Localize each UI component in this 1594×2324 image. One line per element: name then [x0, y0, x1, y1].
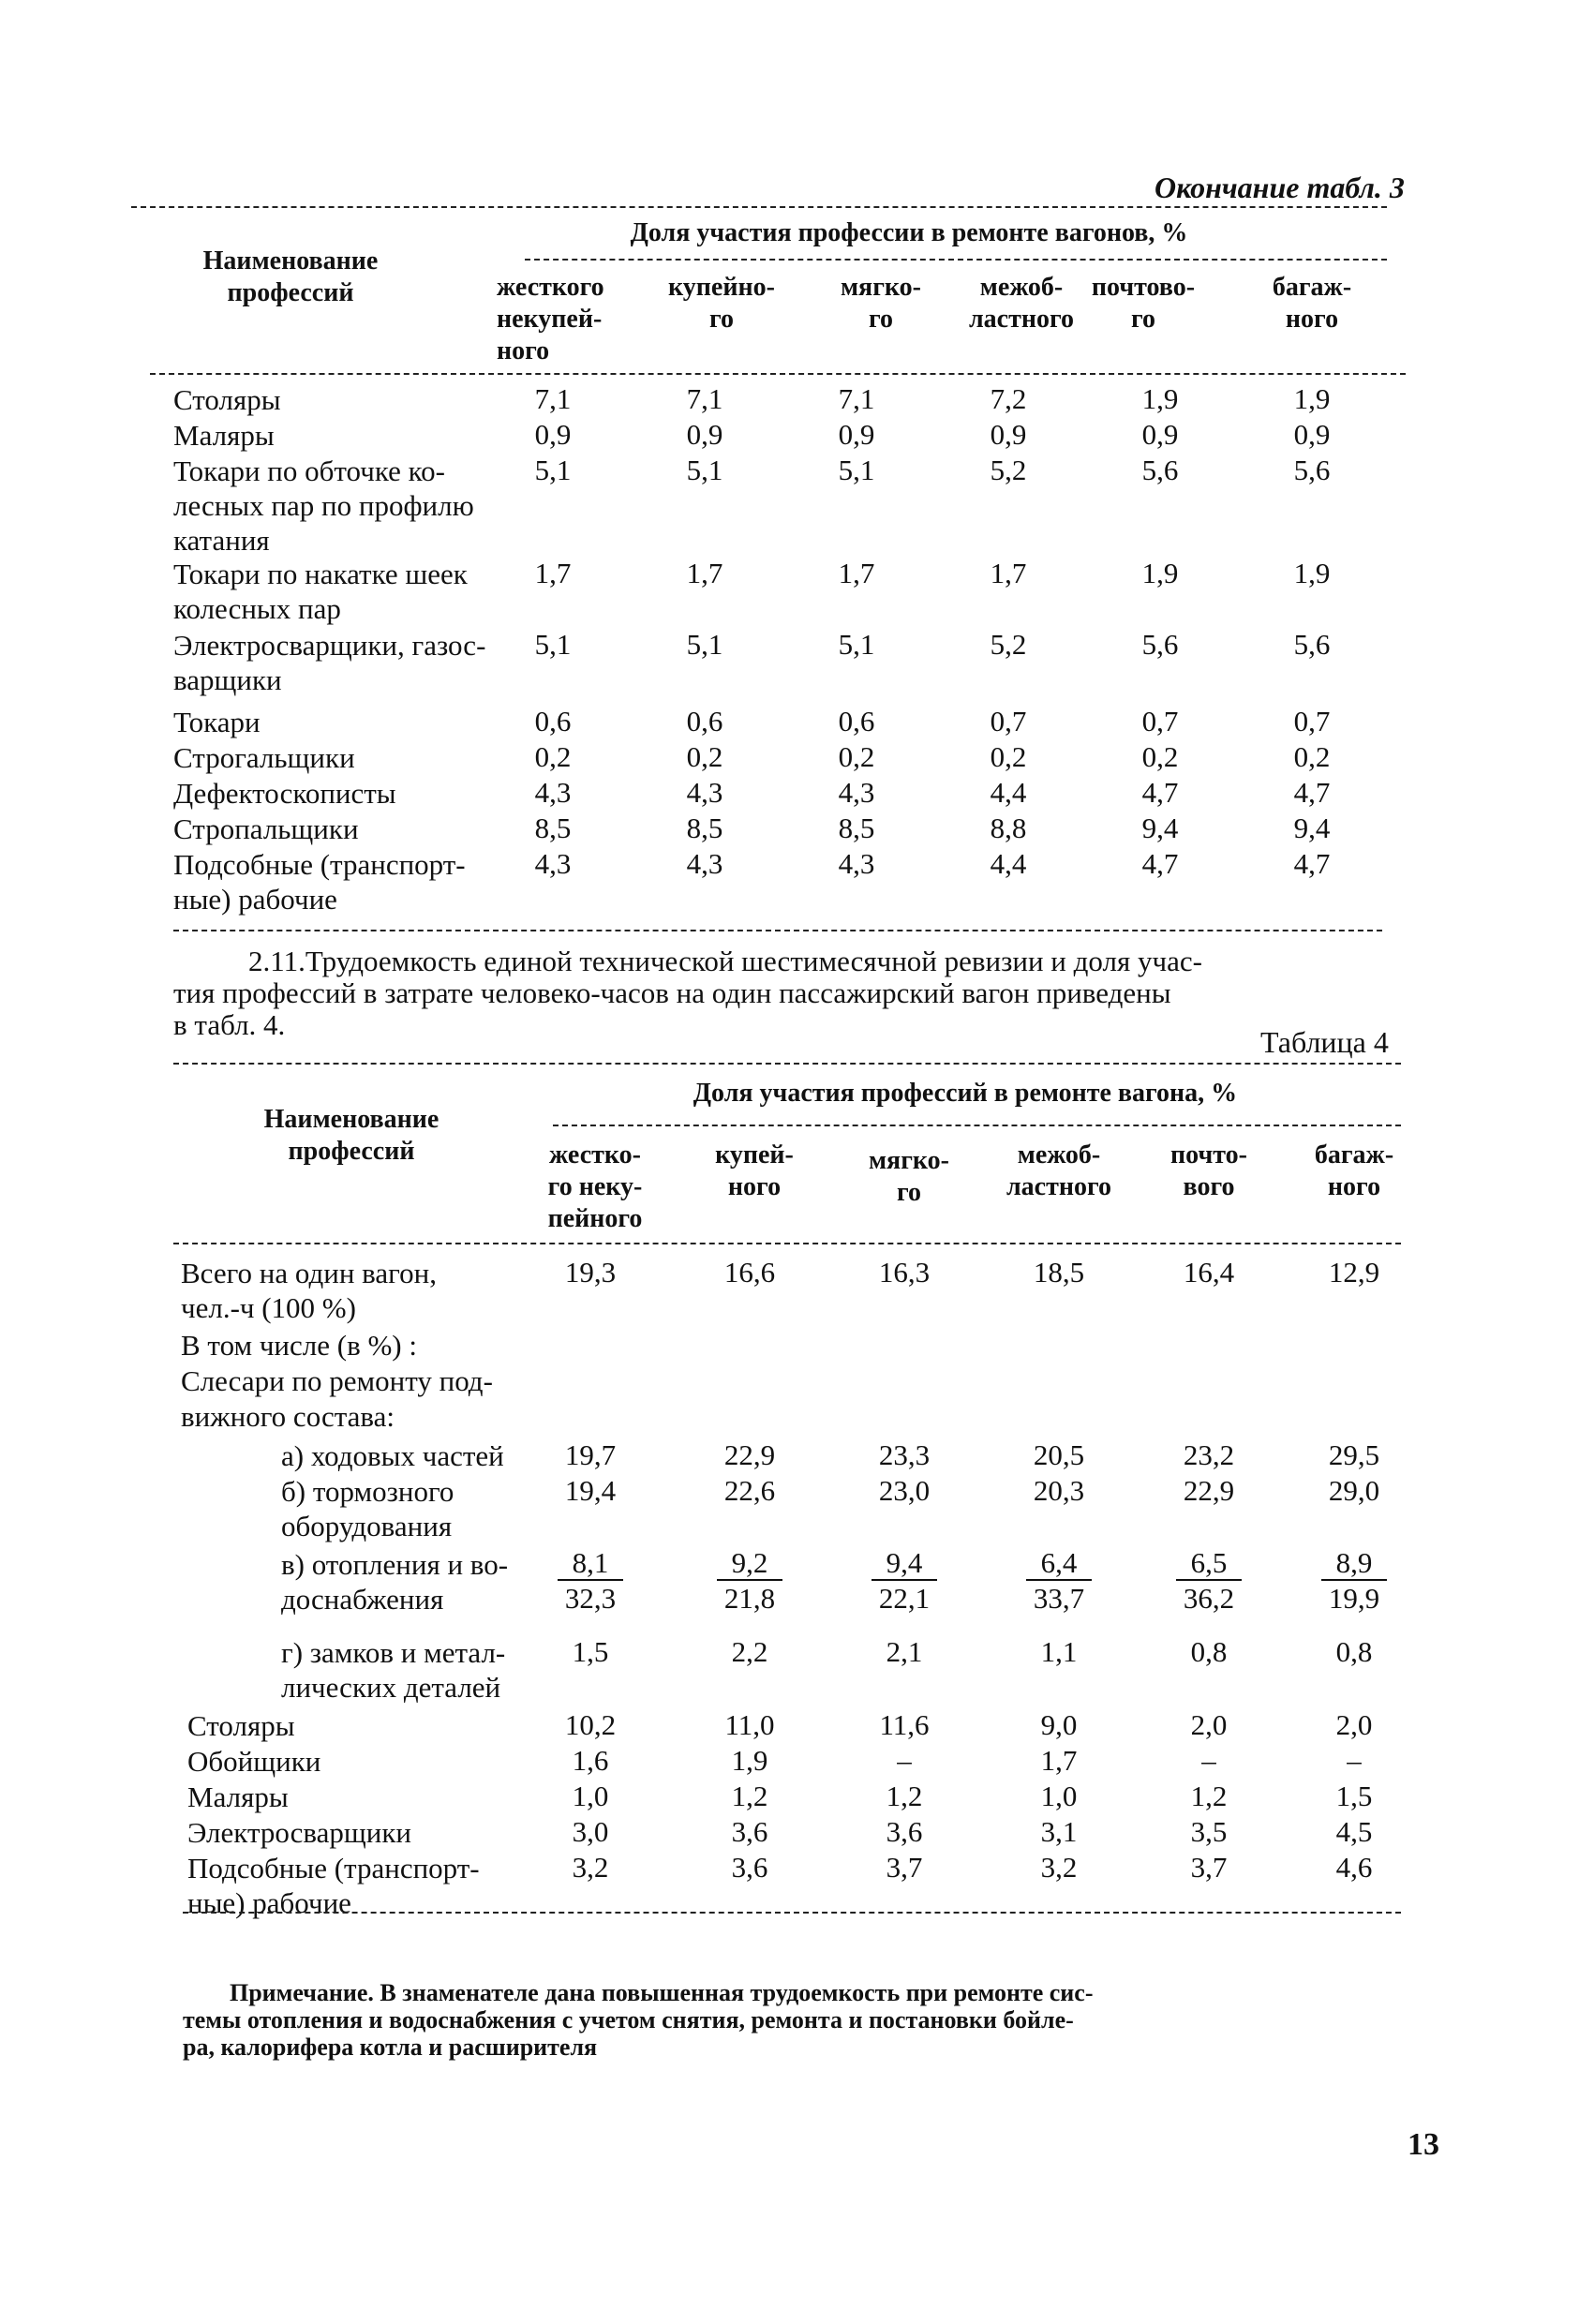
- footnote-line: темы отопления и водоснабжения с учетом снятия, ремонта и постановки бойле-: [183, 2006, 1074, 2034]
- table-cell: 1,7: [686, 557, 723, 589]
- table-cell: 0,9: [990, 418, 1027, 451]
- table-cell: 5,1: [686, 454, 723, 486]
- row-label-line: варщики: [173, 663, 282, 696]
- row-label-line: а) ходовых частей: [281, 1439, 504, 1472]
- table3-header-rule: [150, 373, 1406, 375]
- table-cell: 0,6: [838, 705, 875, 737]
- table3-group-header: Доля участия профессии в ремонте вагонов, %: [630, 218, 1188, 247]
- table4-group-rule: [553, 1125, 1401, 1126]
- table-cell: 4,5: [1335, 1815, 1373, 1848]
- row-label-line: в) отопления и во-: [281, 1548, 509, 1581]
- row-label: [187, 1851, 497, 1920]
- table-cell: 0,2: [838, 740, 875, 773]
- table-cell: 19,4: [564, 1474, 617, 1507]
- row-label: [187, 1708, 497, 1743]
- table-cell: 20,3: [1033, 1474, 1085, 1507]
- table-cell: 7,1: [838, 382, 875, 415]
- fraction-numerator: 6,5: [1176, 1547, 1242, 1581]
- table3-group-rule: [525, 259, 1387, 261]
- table-cell: 29,5: [1328, 1438, 1380, 1471]
- section-label: вижного состава:: [181, 1400, 395, 1433]
- table4-col-header: [1293, 1140, 1415, 1203]
- row-label-line: ные) рабочие: [173, 883, 337, 916]
- table-cell: 4,7: [1141, 776, 1179, 809]
- row-label-line: Подсобные (транспорт-: [173, 848, 466, 881]
- row-label-line: лических деталей: [281, 1671, 501, 1704]
- table-cell: 8,5: [838, 812, 875, 844]
- table-cell: 5,6: [1293, 628, 1331, 661]
- table-cell: 12,9: [1328, 1256, 1380, 1289]
- table-cell: 7,2: [990, 382, 1027, 415]
- table-cell: 4,6: [1335, 1851, 1373, 1884]
- table-cell: 10,2: [564, 1708, 617, 1741]
- table-cell: 4,4: [990, 776, 1027, 809]
- table-cell: 1,5: [572, 1635, 609, 1668]
- row-label-line: Токари: [173, 706, 261, 738]
- table3-col-header-line: го: [1130, 305, 1156, 334]
- table-cell: 1,2: [731, 1780, 768, 1812]
- table3-col-header-line: ластного: [968, 305, 1075, 334]
- table-cell: 7,1: [534, 382, 572, 415]
- table-cell: 4,7: [1293, 847, 1331, 880]
- table3-col-header-line: жесткого: [497, 273, 604, 302]
- table-cell: 4,3: [686, 776, 723, 809]
- table-cell: 1,7: [838, 557, 875, 589]
- fraction-cell: [558, 1547, 623, 1615]
- table-cell: 7,1: [686, 382, 723, 415]
- table-cell: 1,5: [1335, 1780, 1373, 1812]
- table3-col-header: [1237, 272, 1387, 335]
- table-cell: 29,0: [1328, 1474, 1380, 1507]
- table-cell: 4,7: [1141, 847, 1179, 880]
- fraction-cell: [1026, 1547, 1092, 1615]
- table3-col-header: [806, 272, 956, 335]
- table4-col-header-line: ластного: [1006, 1172, 1112, 1201]
- fraction-denominator: 32,3: [564, 1582, 617, 1615]
- table-cell: 4,3: [838, 776, 875, 809]
- table-cell: –: [897, 1744, 912, 1777]
- fraction-numerator: 8,1: [558, 1547, 623, 1581]
- table4-col-header-line: ного: [1327, 1172, 1381, 1201]
- table-cell: 4,3: [534, 847, 572, 880]
- table-cell: 22,9: [723, 1438, 776, 1471]
- table-cell: 1,7: [990, 557, 1027, 589]
- row-label-line: ные) рабочие: [187, 1886, 351, 1919]
- table-cell: –: [1347, 1744, 1362, 1777]
- table-cell: 8,8: [990, 812, 1027, 844]
- row-label: [181, 1256, 556, 1325]
- row-label-line: Маляры: [187, 1780, 289, 1813]
- table-cell: 0,9: [1141, 418, 1179, 451]
- table-cell: 0,9: [1293, 418, 1331, 451]
- table-cell: 16,4: [1183, 1256, 1235, 1289]
- table-cell: 0,8: [1190, 1635, 1228, 1668]
- fraction-numerator: 6,4: [1026, 1547, 1092, 1581]
- table4-col-header-line: го неку-: [547, 1172, 643, 1201]
- table-cell: 5,1: [534, 628, 572, 661]
- table-cell: 19,7: [564, 1438, 617, 1471]
- row-label: [281, 1547, 590, 1616]
- row-label-line: Токари по накатке шеек: [173, 558, 468, 590]
- table-cell: 0,2: [686, 740, 723, 773]
- table3-col-header-line: мягко-: [840, 273, 922, 302]
- table-cell: 22,9: [1183, 1474, 1235, 1507]
- table-cell: 5,1: [838, 454, 875, 486]
- fraction-denominator: 22,1: [878, 1582, 931, 1615]
- table-cell: 18,5: [1033, 1256, 1085, 1289]
- table-cell: 1,0: [572, 1780, 609, 1812]
- table-cell: 1,9: [1293, 382, 1331, 415]
- table-cell: 0,2: [1141, 740, 1179, 773]
- table3-col-header: [497, 272, 637, 367]
- table3-col-header-line: багаж-: [1272, 273, 1352, 302]
- table3-top-rule: [131, 206, 1387, 208]
- table-cell: 3,6: [886, 1815, 923, 1848]
- table-cell: 5,1: [838, 628, 875, 661]
- table-cell: 23,0: [878, 1474, 931, 1507]
- table4-col-header: [534, 1140, 656, 1235]
- table3-col-header-line: некупей-: [497, 305, 603, 334]
- table-cell: 0,7: [1293, 705, 1331, 737]
- row-label-line: Столяры: [173, 383, 281, 416]
- table-cell: 22,6: [723, 1474, 776, 1507]
- fraction-denominator: 19,9: [1328, 1582, 1380, 1615]
- table4-col-header-line: вого: [1183, 1172, 1235, 1201]
- table-cell: 3,0: [572, 1815, 609, 1848]
- table-cell: 1,7: [1040, 1744, 1078, 1777]
- footnote-line: ра, калорифера котла и расширителя: [183, 2034, 598, 2061]
- table-cell: 2,0: [1335, 1708, 1373, 1741]
- row-label-line: б) тормозного: [281, 1475, 454, 1508]
- table-cell: 5,6: [1141, 454, 1179, 486]
- table-cell: 23,2: [1183, 1438, 1235, 1471]
- table-cell: 0,2: [1293, 740, 1331, 773]
- table4-col-header-line: межоб-: [1017, 1140, 1101, 1169]
- row-label-line: Электросварщики: [187, 1816, 411, 1849]
- paragraph-line: 2.11.Трудоемкость единой технической шестимесячной ревизии и доля учас-: [248, 945, 1202, 977]
- table-cell: 5,1: [534, 454, 572, 486]
- table-cell: 4,3: [534, 776, 572, 809]
- table4-bottom-rule: [183, 1912, 1401, 1914]
- table-cell: 3,5: [1190, 1815, 1228, 1848]
- table-cell: 0,2: [990, 740, 1027, 773]
- table4-name-header: Наименование профессий: [263, 1105, 439, 1166]
- fraction-denominator: 21,8: [723, 1582, 776, 1615]
- table-cell: 19,3: [564, 1256, 617, 1289]
- table-cell: 0,2: [534, 740, 572, 773]
- table3-bottom-rule: [173, 930, 1382, 931]
- table3-col-header-line: ного: [1285, 305, 1339, 334]
- table4-col-header-line: багаж-: [1314, 1140, 1394, 1169]
- table3-col-header-line: почтово-: [1091, 273, 1196, 302]
- table-cell: 1,9: [1141, 382, 1179, 415]
- table-cell: 4,3: [686, 847, 723, 880]
- table3-col-header-line: го: [868, 305, 894, 334]
- table4-col-header-line: жестко-: [549, 1140, 641, 1169]
- table3-col-header-line: купейно-: [668, 273, 775, 302]
- section-label: Слесари по ремонту под-: [181, 1364, 493, 1397]
- fraction-cell: [1176, 1547, 1242, 1615]
- table4-col-header-line: ного: [727, 1172, 782, 1201]
- table-cell: 2,0: [1190, 1708, 1228, 1741]
- fraction-cell: [717, 1547, 782, 1615]
- row-label-line: Электросварщики, газос-: [173, 629, 486, 662]
- section-label: В том числе (в %) :: [181, 1329, 417, 1362]
- table-cell: 2,1: [886, 1635, 923, 1668]
- row-label-line: лесных пар по профилю: [173, 489, 474, 522]
- table4-col-header-line: го: [896, 1178, 922, 1207]
- table-cell: 0,6: [534, 705, 572, 737]
- table-cell: 1,7: [534, 557, 572, 589]
- table-cell: 3,6: [731, 1851, 768, 1884]
- fraction-cell: [871, 1547, 937, 1615]
- table-cell: 3,6: [731, 1815, 768, 1848]
- row-label-line: Столяры: [187, 1709, 295, 1742]
- row-label-line: Подсобные (транспорт-: [187, 1852, 480, 1885]
- row-label-line: Дефектоскописты: [173, 777, 396, 810]
- table-cell: 0,9: [838, 418, 875, 451]
- table-cell: 3,1: [1040, 1815, 1078, 1848]
- table4-caption: Таблица 4: [1260, 1025, 1389, 1059]
- table-cell: 16,3: [878, 1256, 931, 1289]
- table-cell: 0,7: [1141, 705, 1179, 737]
- table4-col-header: [848, 1140, 970, 1209]
- paragraph-line: тия профессий в затрате человеко-часов на один пассажирский вагон приведены: [173, 976, 1171, 1009]
- table-cell: 1,0: [1040, 1780, 1078, 1812]
- table-cell: 2,2: [731, 1635, 768, 1668]
- table3-col-header: [647, 272, 797, 335]
- table4-col-header-line: почто-: [1170, 1140, 1247, 1169]
- fraction-cell: [1321, 1547, 1387, 1615]
- table-cell: 23,3: [878, 1438, 931, 1471]
- fraction-numerator: 9,2: [717, 1547, 782, 1581]
- table4-top-rule: [173, 1063, 1401, 1065]
- row-label-line: Стропальщики: [173, 812, 359, 845]
- row-label: [187, 1815, 497, 1850]
- table4-col-header: [989, 1140, 1129, 1203]
- row-label-line: чел.-ч (100 %): [181, 1291, 356, 1324]
- table3-col-header-line: межоб-: [979, 273, 1064, 302]
- fraction-denominator: 33,7: [1033, 1582, 1085, 1615]
- table-cell: 1,9: [731, 1744, 768, 1777]
- row-label-line: Строгальщики: [173, 741, 355, 774]
- table-cell: 5,6: [1293, 454, 1331, 486]
- table-cell: 1,2: [886, 1780, 923, 1812]
- table-cell: 0,8: [1335, 1635, 1373, 1668]
- table4-col-header: [693, 1140, 815, 1203]
- table-cell: 9,4: [1141, 812, 1179, 844]
- table3-col-header: [1068, 272, 1218, 335]
- row-label: [187, 1744, 497, 1779]
- row-label: [187, 1780, 497, 1814]
- row-label-line: оборудования: [281, 1510, 453, 1542]
- table4-group-header: Доля участия профессий в ремонте вагона, %: [693, 1079, 1238, 1108]
- table3-col-header-line: го: [708, 305, 735, 334]
- table3-caption: Окончание табл. 3: [1155, 171, 1405, 204]
- table-cell: 11,6: [879, 1708, 930, 1741]
- table-cell: 1,6: [572, 1744, 609, 1777]
- paragraph-line: в табл. 4.: [173, 1008, 286, 1041]
- table-cell: 3,7: [886, 1851, 923, 1884]
- fraction-numerator: 9,4: [871, 1547, 937, 1581]
- table-cell: –: [1201, 1744, 1216, 1777]
- table-cell: 8,5: [534, 812, 572, 844]
- row-label-line: катания: [173, 524, 270, 557]
- table-cell: 9,0: [1040, 1708, 1078, 1741]
- table3-name-header: Наименование профессий: [202, 246, 379, 307]
- table-cell: 5,1: [686, 628, 723, 661]
- table-cell: 3,7: [1190, 1851, 1228, 1884]
- table-cell: 3,2: [572, 1851, 609, 1884]
- footnote-line: Примечание. В знаменателе дана повышенная трудоемкость при ремонте сис-: [230, 1979, 1094, 2006]
- row-label-line: Маляры: [173, 419, 275, 452]
- table-cell: 0,9: [686, 418, 723, 451]
- fraction-denominator: 36,2: [1183, 1582, 1235, 1615]
- fraction-numerator: 8,9: [1321, 1547, 1387, 1581]
- table-cell: 4,7: [1293, 776, 1331, 809]
- table-cell: 1,1: [1040, 1635, 1078, 1668]
- table4-header-rule: [173, 1243, 1401, 1244]
- row-label-line: Обойщики: [187, 1745, 321, 1778]
- row-label-line: доснабжения: [281, 1583, 444, 1616]
- table-cell: 1,9: [1141, 557, 1179, 589]
- table4-col-header-line: купей-: [715, 1140, 794, 1169]
- table-cell: 5,2: [990, 454, 1027, 486]
- table4-col-header: [1148, 1140, 1270, 1203]
- table-cell: 1,2: [1190, 1780, 1228, 1812]
- table-cell: 5,2: [990, 628, 1027, 661]
- table4-col-header-line: мягко-: [868, 1146, 950, 1175]
- row-label-line: Всего на один вагон,: [181, 1257, 437, 1289]
- table-cell: 4,4: [990, 847, 1027, 880]
- table-cell: 11,0: [724, 1708, 775, 1741]
- table3-col-header-line: ного: [497, 336, 550, 365]
- table4-col-header-line: пейного: [547, 1204, 643, 1233]
- table-cell: 0,9: [534, 418, 572, 451]
- table-cell: 3,2: [1040, 1851, 1078, 1884]
- table-cell: 16,6: [723, 1256, 776, 1289]
- table-cell: 0,6: [686, 705, 723, 737]
- row-label-line: г) замков и метал-: [281, 1636, 506, 1669]
- row-label-line: Токари по обточке ко-: [173, 454, 445, 487]
- row-label-line: колесных пар: [173, 592, 341, 625]
- table-cell: 8,5: [686, 812, 723, 844]
- table-cell: 4,3: [838, 847, 875, 880]
- table-cell: 9,4: [1293, 812, 1331, 844]
- table-cell: 20,5: [1033, 1438, 1085, 1471]
- table-cell: 5,6: [1141, 628, 1179, 661]
- page-number: 13: [1408, 2127, 1439, 2162]
- table-cell: 0,7: [990, 705, 1027, 737]
- table-cell: 1,9: [1293, 557, 1331, 589]
